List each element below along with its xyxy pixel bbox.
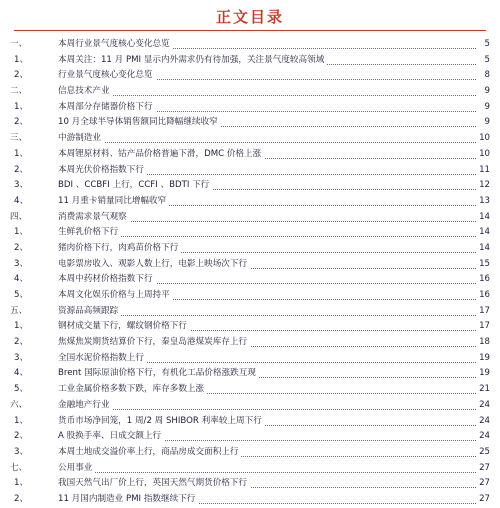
toc-entry-title[interactable]: 工业金属价格多数下跌，库存多数上涨	[58, 382, 207, 398]
toc-entry-number: 5、	[14, 290, 29, 300]
toc-entry-title[interactable]: 11 月国内制造业 PMI 指数继续下行	[58, 492, 198, 508]
toc-page-number[interactable]: 12	[476, 178, 490, 194]
toc-entry-title[interactable]: 本周锂原材料、钴产品价格普遍下滑，DMC 价格上涨	[58, 147, 264, 163]
toc-subsection-entry[interactable]	[0, 257, 500, 273]
toc-entry-number: 1、	[14, 415, 29, 426]
toc-subsection-entry[interactable]	[0, 382, 500, 398]
toc-page-number[interactable]: 14	[476, 210, 490, 226]
toc-section-entry[interactable]	[0, 461, 500, 477]
toc-entry-title[interactable]: 本周关注：11 月 PMI 显示内外需求仍有待加强，关注景气度较高领域	[58, 53, 327, 69]
toc-page-number[interactable]: 9	[476, 84, 490, 100]
toc-subsection-entry[interactable]	[0, 272, 500, 288]
toc-page-number[interactable]: 24	[476, 398, 490, 414]
toc-entry-number: 一、	[10, 39, 28, 49]
toc-entry-number: 2、	[14, 431, 29, 442]
toc-page-number[interactable]: 19	[476, 351, 490, 367]
toc-page-number[interactable]: 27	[476, 461, 490, 477]
toc-entry-number: 3、	[14, 352, 29, 363]
toc-entry-number: 1、	[14, 101, 29, 112]
toc-entry-number: 2、	[14, 70, 29, 81]
toc-entry-title[interactable]: A 股换手率、日成交额上行	[58, 429, 164, 445]
title-underline	[14, 30, 486, 31]
toc-page-number[interactable]: 10	[476, 131, 490, 147]
toc-section-entry[interactable]	[0, 37, 500, 53]
toc-page-number[interactable]: 15	[476, 257, 490, 273]
toc-entry-title[interactable]: 资源品高频跟踪	[58, 304, 121, 320]
toc-page-number[interactable]: 17	[476, 319, 490, 335]
toc-entry-title[interactable]: 本周光伏价格指数下行	[58, 163, 147, 179]
toc-page-number[interactable]: 27	[476, 492, 490, 508]
toc-entry-title[interactable]: 货币市场净回笼，1 周/2 周 SHIBOR 利率较上周下行	[58, 414, 265, 430]
toc-entry-title[interactable]: 本周文化娱乐价格与上周持平	[58, 288, 173, 304]
toc-subsection-entry[interactable]	[0, 476, 500, 492]
toc-entry-number: 1、	[14, 54, 29, 65]
toc-entry-title[interactable]: 生鲜乳价格下行	[58, 225, 121, 241]
toc-page-number[interactable]: 14	[476, 225, 490, 241]
toc-dot-leader	[60, 472, 476, 473]
toc-entry-title[interactable]: 焦煤焦炭期货结算价下行，秦皇岛港煤炭库存上行	[58, 335, 250, 351]
toc-page-number[interactable]: 19	[476, 366, 490, 382]
toc-entry-number: 2、	[14, 242, 29, 253]
toc-entry-title[interactable]: 信息技术产业	[58, 84, 113, 100]
toc-entry-number: 七、	[10, 462, 28, 473]
toc-entry-title[interactable]: 钢材成交量下行，螺纹钢价格下行	[58, 319, 190, 335]
toc-entry-number: 1、	[14, 227, 29, 238]
toc-dot-leader	[60, 142, 476, 143]
toc-entry-title[interactable]: 本周行业景气度核心变化总览	[58, 37, 173, 53]
toc-dot-leader	[60, 236, 476, 237]
table-of-contents	[0, 37, 500, 508]
toc-entry-title[interactable]: 中游制造业	[58, 131, 104, 147]
toc-subsection-entry[interactable]	[0, 241, 500, 257]
toc-section-entry[interactable]	[0, 304, 500, 320]
toc-subsection-entry[interactable]	[0, 351, 500, 367]
toc-dot-leader	[60, 409, 476, 410]
toc-subsection-entry[interactable]	[0, 68, 500, 84]
toc-entry-number: 1、	[14, 478, 29, 489]
toc-subsection-entry[interactable]	[0, 147, 500, 163]
toc-entry-number: 3、	[14, 180, 29, 191]
toc-subsection-entry[interactable]	[0, 53, 500, 69]
toc-subsection-entry[interactable]	[0, 178, 500, 194]
toc-subsection-entry[interactable]	[0, 163, 500, 179]
toc-entry-number: 4、	[14, 274, 29, 285]
toc-section-entry[interactable]	[0, 84, 500, 100]
toc-page-number[interactable]: 17	[476, 304, 490, 320]
toc-entry-title[interactable]: 猪肉价格下行，肉鸡苗价格下行	[58, 241, 181, 257]
toc-page-number[interactable]: 9	[476, 115, 490, 131]
toc-entry-number: 五、	[10, 305, 28, 316]
toc-entry-number: 二、	[10, 86, 28, 97]
toc-entry-number: 5、	[14, 384, 29, 395]
toc-page-number[interactable]: 25	[476, 445, 490, 461]
toc-page-number[interactable]: 16	[476, 272, 490, 288]
toc-entry-title[interactable]: 10 月全球半导体销售额同比降幅继续收窄	[58, 115, 221, 131]
toc-entry-number: 1、	[14, 148, 29, 159]
toc-subsection-entry[interactable]	[0, 115, 500, 131]
toc-page-number[interactable]: 13	[476, 194, 490, 210]
toc-page-number[interactable]: 11	[476, 163, 490, 179]
toc-entry-title[interactable]: 本周土地成交溢价率上行，商品房成交面积上行	[58, 445, 241, 461]
toc-entry-number: 2、	[14, 117, 29, 128]
page-title: 正文目录	[215, 8, 284, 26]
toc-dot-leader	[60, 95, 476, 96]
toc-subsection-entry[interactable]	[0, 366, 500, 382]
toc-page-number[interactable]: 21	[476, 382, 490, 398]
toc-entry-title[interactable]: 本周部分存储器价格下行	[58, 100, 156, 116]
toc-entry-number: 四、	[10, 211, 28, 222]
toc-section-entry[interactable]	[0, 131, 500, 147]
toc-subsection-entry[interactable]	[0, 492, 500, 508]
toc-subsection-entry[interactable]	[0, 429, 500, 445]
toc-entry-number: 2、	[14, 337, 29, 348]
toc-entry-title[interactable]: 公用事业	[58, 461, 95, 477]
toc-entry-title[interactable]: 消费需求景气观察	[58, 210, 130, 226]
toc-page-number[interactable]: 16	[476, 288, 490, 304]
toc-subsection-entry[interactable]	[0, 445, 500, 461]
toc-entry-number: 2、	[14, 493, 29, 504]
toc-entry-title[interactable]: Brent 国际原油价格下行，有机化工品价格涨跌互现	[58, 366, 259, 382]
toc-section-entry[interactable]	[0, 210, 500, 226]
toc-entry-number: 4、	[14, 195, 29, 206]
toc-page-number[interactable]: 27	[476, 476, 490, 492]
toc-subsection-entry[interactable]	[0, 194, 500, 210]
toc-entry-title[interactable]: 金融地产行业	[58, 398, 113, 414]
toc-entry-title[interactable]: 电影票房收入、观影人数上行，电影上映场次下行	[58, 257, 250, 273]
toc-entry-number: 六、	[10, 399, 28, 410]
toc-page-number[interactable]: 24	[476, 429, 490, 445]
toc-page-number[interactable]: 10	[476, 147, 490, 163]
toc-page-number[interactable]: 5	[476, 53, 490, 69]
toc-entry-title[interactable]: 全国水泥价格指数上行	[58, 351, 147, 367]
toc-page-number[interactable]: 9	[476, 100, 490, 116]
toc-entry-number: 3、	[14, 258, 29, 269]
toc-dot-leader	[60, 315, 476, 316]
toc-subsection-entry[interactable]	[0, 319, 500, 335]
toc-entry-number: 3、	[14, 446, 29, 457]
toc-entry-title[interactable]: 我国天然气出厂价上行，英国天然气期货价格下行	[58, 476, 250, 492]
toc-subsection-entry[interactable]	[0, 414, 500, 430]
toc-subsection-entry[interactable]	[0, 288, 500, 304]
toc-entry-number: 2、	[14, 164, 29, 175]
toc-page-number[interactable]: 5	[476, 37, 490, 53]
toc-subsection-entry[interactable]	[0, 100, 500, 116]
toc-entry-number: 1、	[14, 321, 29, 332]
toc-section-entry[interactable]	[0, 398, 500, 414]
toc-entry-title[interactable]: 11 月重卡销量同比增幅收窄	[58, 194, 169, 210]
toc-entry-title[interactable]: 本周中药材价格指数下行	[58, 272, 156, 288]
toc-subsection-entry[interactable]	[0, 335, 500, 351]
toc-page-number[interactable]: 8	[476, 68, 490, 84]
toc-page-number[interactable]: 24	[476, 414, 490, 430]
toc-entry-title[interactable]: 行业景气度核心变化总览	[58, 68, 156, 84]
toc-entry-title[interactable]: BDI 、CCBFI 上行，CCFI 、BDTI 下行	[58, 178, 212, 194]
toc-entry-number: 4、	[14, 368, 29, 379]
toc-entry-number: 三、	[10, 133, 28, 144]
toc-page-number[interactable]: 14	[476, 241, 490, 257]
toc-subsection-entry[interactable]	[0, 225, 500, 241]
toc-page-number[interactable]: 18	[476, 335, 490, 351]
